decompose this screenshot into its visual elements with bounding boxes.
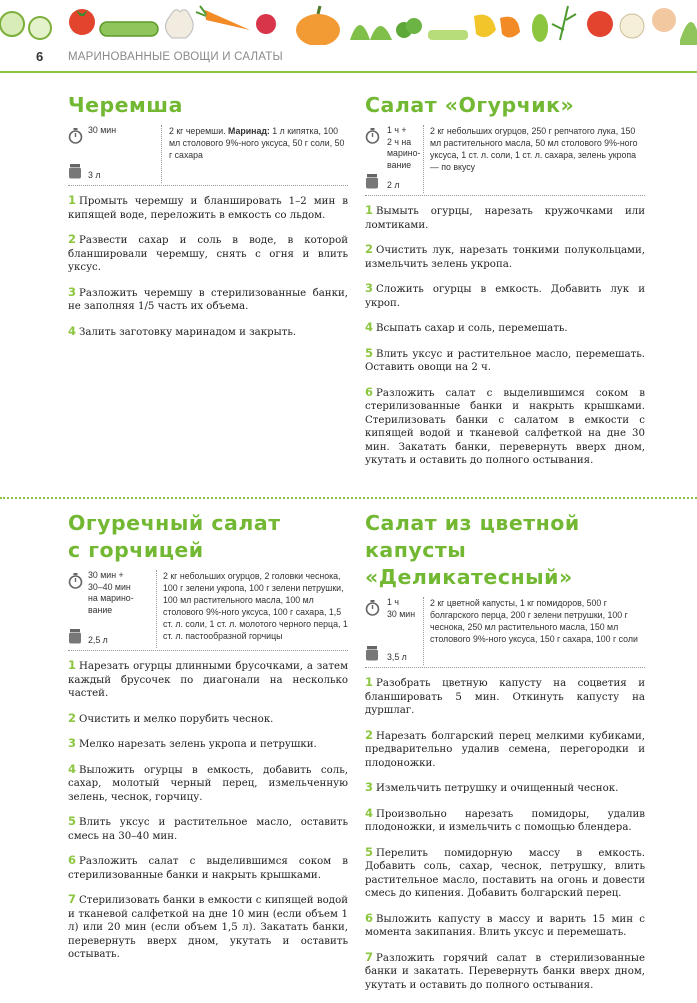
header-rule (0, 71, 697, 73)
cooking-time: 1 ч + 2 ч на марино- вание (387, 125, 421, 170)
jar-icon (366, 646, 378, 661)
step-number: 2 (68, 710, 77, 725)
step-number: 5 (365, 345, 374, 360)
steps-list (68, 194, 348, 339)
step-number: 1 (68, 658, 77, 672)
step-item (68, 763, 348, 805)
jar-icon (69, 164, 81, 179)
step-item (68, 737, 348, 752)
marinade-label: Маринад: (228, 126, 270, 136)
step-number: 5 (365, 844, 374, 859)
ingredients-text: 2 кг небольших огурцов, 250 г репчатого лука, 150 мл растительного масла, 50 мл столового 9%-ного уксуса, 1 ст. л. соли, 1 ст. л. сахара, зелень укропа — по вкусу (430, 126, 638, 172)
step-number: 6 (365, 910, 374, 925)
recipe-title: Салат из цветной капусты «Деликатесный» (365, 511, 580, 589)
recipe-salat-ogurchik (365, 92, 645, 479)
step-number: 5 (68, 814, 77, 828)
step-text: Мелко нарезать зелень укропа и петрушки. (79, 739, 317, 750)
step-item (68, 893, 348, 962)
step-text: Сложить огурцы в емкость. Добавить лук и укроп. (365, 284, 645, 309)
step-text: Влить уксус и растительное масло, перемешать. Оставить овощи на 2 ч. (365, 348, 645, 373)
ingredients (163, 570, 348, 642)
page-number: 6 (36, 49, 44, 64)
page-header (0, 46, 697, 70)
step-number: 1 (68, 193, 77, 207)
jar-icon (69, 629, 81, 644)
step-text: Очистить лук, нарезать тонкими полукольцами, измельчить зелень укропа. (365, 245, 645, 270)
cooking-time: 30 мин + 30–40 мин на марино- вание (88, 570, 134, 615)
meta-divider (423, 125, 424, 193)
step-number: 2 (365, 242, 374, 256)
meta-rule (365, 667, 645, 668)
step-text: Нарезать огурцы длинными брусочками, а затем каждый брусочек по диагонали на несколько частей. (68, 661, 348, 699)
ingredients-text: 2 кг черемши. (169, 126, 229, 136)
step-text: Разобрать цветную капусту на соцветия и бланшировать 5 мин. Откинуть капусту на дуршлаг. (365, 678, 645, 716)
recipe-meta (68, 570, 348, 648)
step-text: Измельчить петрушку и очищенный чеснок. (376, 783, 619, 794)
step-text: Разложить черемшу в стерилизованные банки, не заполняя 1/5 часть их объема. (68, 287, 348, 312)
step-item (365, 846, 645, 901)
meta-rule (365, 195, 645, 196)
recipe-title: Огуречный салат с горчицей (68, 511, 281, 562)
step-number: 3 (365, 780, 374, 794)
recipe-meta (365, 125, 645, 193)
step-item (365, 204, 645, 232)
step-text: Развести сахар и соль в воде, в которой бланшировали черемшу, снять с огня и влить уксус. (68, 235, 348, 273)
step-text: Выложить капусту в массу и варить 15 мин с момента закипания. Влить уксус и перемешать. (365, 913, 645, 938)
step-item (68, 659, 348, 701)
step-text: Произвольно нарезать помидоры, удалив плодоножки, и измельчить с помощью блендера. (365, 808, 645, 833)
step-text: Всыпать сахар и соль, перемешать. (376, 323, 568, 334)
step-item (68, 194, 348, 222)
jar-volume: 3,5 л (387, 652, 407, 662)
step-text: Разложить горячий салат в стерилизованные банки и закатать. Перевернуть банки вверх дном, укутать и оставить до полного остывания. (365, 952, 645, 991)
step-item (365, 282, 645, 310)
ingredients-text: 2 кг небольших огурцов, 2 головки чеснока, 100 г зелени укропа, 100 г зелени петрушки, 100 мл растительного масла, 100 мл столового 9%-ного уксуса, 100 г сахара, 1,5 ст. л. соли, 1 ст. л. молотого черного перца, 1 ст. л. пастообразной горчицы (163, 571, 348, 641)
section-title: МАРИНОВАННЫЕ ОВОЩИ И САЛАТЫ (68, 51, 283, 63)
step-item (365, 243, 645, 271)
steps-list (68, 659, 348, 962)
jar-volume: 2,5 л (88, 635, 108, 645)
jar-volume: 2 л (387, 180, 400, 190)
cooking-time: 1 ч 30 мин (387, 597, 416, 619)
step-text: Промыть черемшу и бланшировать 1–2 мин в кипящей воде, переложить в емкость со льдом. (68, 196, 348, 221)
step-item (365, 729, 645, 771)
ingredients (430, 125, 645, 173)
step-number: 1 (365, 203, 374, 217)
recipe-meta (365, 597, 645, 665)
meta-rule (68, 185, 348, 186)
step-text: Влить уксус и растительное масло, оставить смесь на 30–40 мин. (68, 817, 348, 842)
stopwatch-icon (365, 599, 380, 616)
step-item (68, 325, 348, 340)
stopwatch-icon (68, 127, 83, 144)
step-text: Нарезать болгарский перец мелкими кубиками, предварительно удалив семена, перегородки и плодоножки. (365, 730, 645, 769)
step-item (365, 912, 645, 940)
steps-list (365, 676, 645, 992)
step-number: 1 (365, 675, 374, 689)
cooking-time: 30 мин (88, 125, 117, 135)
step-number: 2 (365, 727, 374, 742)
step-number: 3 (68, 284, 77, 299)
step-item (68, 233, 348, 275)
recipe-ogurechny-salat (68, 510, 348, 973)
step-number: 3 (365, 281, 374, 295)
step-item (365, 347, 645, 375)
meta-divider (423, 597, 424, 665)
meta-divider (156, 570, 157, 648)
step-item (68, 712, 348, 727)
meta-divider (161, 125, 162, 183)
step-text: Разложить салат с выделившимся соком в стерилизованные банки и накрыть крышками. (68, 856, 348, 881)
marinade-text: 1 л кипятка, 100 мл столового 9%-ного уксуса, 50 г соли, 50 г сахара (169, 126, 345, 160)
recipe-meta (68, 125, 348, 183)
step-item (365, 676, 645, 718)
step-text: Перелить помидорную массу в емкость. Добавить соль, сахар, чеснок, петрушку, влить растительное масло, поставить на огонь и довести смесь до кипения. Добавить болгарский перец. (365, 847, 645, 899)
step-text: Разложить салат с выделившимся соком в стерилизованные банки и накрыть крышками. Стерилизовать банки с салатом в емкости с кипящей водой и тканевой салфеткой на дне 30 мин. Закатать банки, перевернуть вверх дном, укутать и оставить до полного остывания. (365, 387, 645, 466)
step-text: Выложить огурцы в емкость, добавить соль, сахар, молотый черный перец, измельченную зелень, чеснок, горчицу. (68, 764, 348, 803)
recipe-title: Салат «Огурчик» (365, 93, 575, 117)
vegetables-banner (0, 0, 697, 45)
step-number: 3 (68, 736, 77, 750)
step-number: 2 (68, 232, 77, 246)
step-text: Стерилизовать банки в емкости с кипящей водой и тканевой салфеткой на дне 10 мин (если объем 1 л) или 20 мин (если объем 1,5 л). Закатать банки, перевернуть вверх дном, укутать и оставить остывать. (68, 895, 348, 960)
recipe-cheremsha (68, 92, 348, 350)
step-item (365, 807, 645, 835)
ingredients-text: 2 кг цветной капусты, 1 кг помидоров, 500 г болгарского перца, 200 г зелени петрушки, 100 г чеснока, 250 мл растительного масла, 150 мл столового 9%-ного уксуса, 150 г сахара, 100 г соли (430, 598, 638, 644)
step-item (365, 321, 645, 336)
step-number: 4 (68, 323, 77, 338)
step-number: 7 (365, 949, 374, 964)
step-number: 6 (68, 853, 77, 867)
ingredients (169, 125, 349, 161)
step-item (68, 815, 348, 843)
ingredients (430, 597, 645, 645)
recipe-title: Черемша (68, 93, 183, 117)
step-item (365, 386, 645, 468)
jar-icon (366, 174, 378, 189)
step-number: 4 (68, 761, 77, 776)
step-item (365, 951, 645, 993)
recipe-salat-tsvetnaya-kapusta (365, 510, 645, 1003)
step-text: Вымыть огурцы, нарезать кружочками или ломтиками. (365, 206, 645, 231)
stopwatch-icon (68, 572, 83, 589)
jar-volume: 3 л (88, 170, 101, 180)
step-number: 4 (365, 805, 374, 820)
stopwatch-icon (365, 127, 380, 144)
step-text: Очистить и мелко порубить чеснок. (79, 713, 274, 725)
steps-list (365, 204, 645, 468)
step-text: Залить заготовку маринадом и закрыть. (79, 326, 297, 338)
step-number: 4 (365, 320, 374, 334)
meta-rule (68, 650, 348, 651)
step-number: 7 (68, 892, 77, 906)
step-item (68, 854, 348, 882)
step-item (365, 781, 645, 796)
step-item (68, 286, 348, 314)
section-divider (0, 497, 697, 499)
step-number: 6 (365, 384, 374, 399)
